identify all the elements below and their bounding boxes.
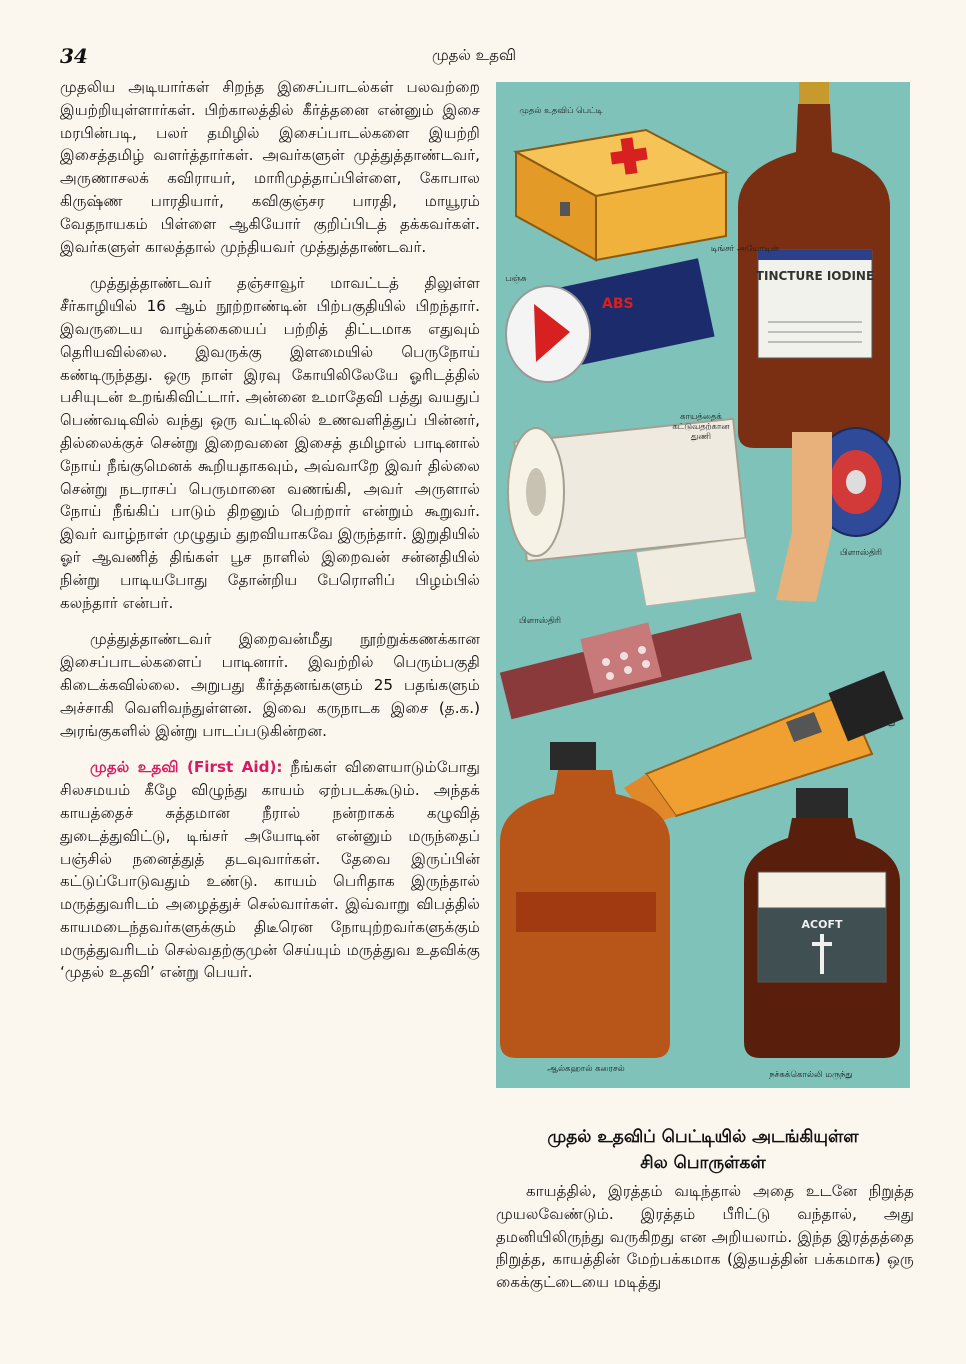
cotton-roll-image — [506, 258, 715, 382]
antiseptic-bottle-image — [744, 788, 900, 1058]
first-aid-items-drawing — [496, 82, 910, 1088]
left-column — [60, 76, 480, 984]
label-first-aid-box: முதல் உதவிப் பெட்டி — [519, 106, 603, 116]
paragraph-first-aid — [60, 756, 480, 984]
plaster-strip-image — [500, 613, 752, 720]
label-plaster-strip: பிளாஸ்திரி — [518, 616, 562, 626]
label-alcohol-bottle: ஆல்கஹால் கரைசல் — [547, 1064, 625, 1074]
label-antiseptic-bottle: நச்சுக்கொல்லி மருந்து — [769, 1070, 853, 1080]
paragraph-muthuthandavar-life: முத்துத்தாண்டவர் தஞ்சாவூர் மாவட்டத் திலுள்ள சீர்காழியில் 16 ஆம் நூற்றாண்டின் பிற்பகுதியில் பிறந்தார். இவருடைய வாழ்க்கையைப் பற்றித் திட்டமாக எதுவும் தெரியவில்லை. இவருக்கு இளமையில் பெருநோய் கண்டிருந்தது. ஒரு நாள் இரவு கோயிலிலேயே ஓரிடத்தில் பசியுடன் உறங்கிவிட்டார். அன்னை உமாதேவி பத்து வயதுப் பெண்வடிவில் வந்து ஒரு வட்டிலில் உணவளித்துப் பின்னர், தில்லைக்குச் சென்று இறைவனை இசைத் தமிழால் பாடினால் நோய் நீங்குமெனக் கூறியதாகவும், அவ்வாறே இவர் தில்லை சென்று நடராசப் பெருமானை வணங்கி, அவர் அருளால் நோய் நீங்கிப் பாடும் திறனும் பெற்றார் என்றும் கூறுவர். இவர் வாழ்நாள் முழுதும் துறவியாகவே இருந்தார். இறுதியில் ஓர் ஆவணித் திங்கள் பூச நாளில் இறைவன் சன்னதியில் நின்று பாடியபோது தோன்றிய பேரொளிப் பிழம்பில் கலந்தார் என்பர். — [60, 274, 480, 612]
first-aid-box-image — [516, 130, 726, 260]
first-aid-text: நீங்கள் விளையாடும்போது சிலசமயம் கீழே விழுந்து காயம் ஏற்படக்கூடும். அந்தக் காயத்தைச் சுத்தமான நீரால் நன்றாகக் கழுவித் துடைத்துவிட்டு, டிங்சர் அயோடின் என்னும் மருந்தைப் பஞ்சில் நனைத்துத் தடவுவார்கள். தேவை இருப்பின் கட்டுப்போடுவதும் உண்டு. காயம் பெரிதாக இருந்தால் மருத்துவரிடம் அழைத்துச் செல்வார்கள். இவ்வாறு விபத்தில் காயமடைந்தவர்களுக்கும் திடீரென நோயுற்றவர்களுக்கும் மருத்துவரிடம் செல்வதற்குமுன் செய்யும் மருத்துவ உதவிக்கு ‘முதல் உதவி’ என்று பெயர். — [60, 758, 481, 982]
antiseptic-brand-text: ACOFT — [801, 918, 843, 931]
paragraph-adiyargal: முதலிய அடியார்கள் சிறந்த இசைப்பாடல்கள் பலவற்றை இயற்றியுள்ளார்கள். பிற்காலத்தில் கீர்த்தனை என்னும் இசை மரபின்படி, பலர் தமிழில் இசைப்பாடல்களை இயற்றி இசைத்தமிழ் வளர்த்தார்கள். அவர்களுள் முத்துத்தாண்டவர், அருணாசலக் கவிராயர், மாரிமுத்தாப்பிள்ளை, கோபால கிருஷ்ண பாரதியார், கவிகுஞ்சர பாரதி, மாயூரம் வேதநாயகம் பிள்ளை ஆகியோர் குறிப்பிடத் தக்கவர்கள். இவர்களுள் காலத்தால் முந்தியவர் முத்துத்தாண்டவர். — [60, 78, 480, 256]
label-cotton: பஞ்சு — [505, 274, 527, 284]
label-plaster-roll: பிளாஸ்திரி — [839, 548, 883, 558]
label-ointment: காயம், தீப்புண் மருந்து — [867, 698, 897, 728]
paragraph-bleeding: காயத்தில், இரத்தம் வடிந்தால் அதை உடனே நிறுத்த முயலவேண்டும். இரத்தம் பீரிட்டு வந்தால், அது தமனியிலிருந்து வருகிறது என அறியலாம். இந்த இரத்தத்தை நிறுத்த, காயத்தின் மேற்பக்கமாக (இதயத்தின் பக்கமாக) ஒரு கைக்குட்டையை மடித்து — [496, 1182, 914, 1292]
label-bandage-cloth: காயத்தைக் கட்டுவதற்கான துணி — [672, 412, 730, 442]
paragraph-muthuthandavar-songs: முத்துத்தாண்டவர் இறைவன்மீது நூற்றுக்கணக்கான இசைப்பாடல்களைப் பாடினார். இவற்றில் பெரும்பகுதி கிடைக்கவில்லை. அறுபது கீர்த்தனங்களும் 25 பதங்களும் அச்சாகி வெளிவந்துள்ளன. இவை கருநாடக இசை (த.க.) அரங்குகளில் இன்று பாடப்படுகின்றன. — [60, 630, 480, 740]
ointment-tube-image — [624, 671, 904, 824]
label-tincture-iodine: டிங்சர் அயோடின் — [710, 244, 780, 254]
bottle-label-text: TINCTURE IODINE — [755, 269, 875, 283]
cotton-brand-text: ABS — [602, 296, 634, 312]
bandage-cloth-image — [508, 419, 756, 606]
first-aid-kit-illustration — [496, 82, 910, 1088]
caption-line-1: முதல் உதவிப் பெட்டியில் அடங்கியுள்ள — [547, 1127, 859, 1147]
caption-line-2: சில பொருள்கள் — [640, 1153, 766, 1173]
plaster-roll-image — [776, 428, 900, 602]
first-aid-heading: முதல் உதவி (First Aid): — [90, 758, 283, 777]
figure-caption — [496, 1124, 910, 1176]
page-number: 34 — [60, 44, 88, 68]
tincture-iodine-bottle-image — [738, 82, 890, 448]
right-column — [496, 1180, 914, 1294]
running-title: முதல் உதவி — [432, 46, 517, 64]
